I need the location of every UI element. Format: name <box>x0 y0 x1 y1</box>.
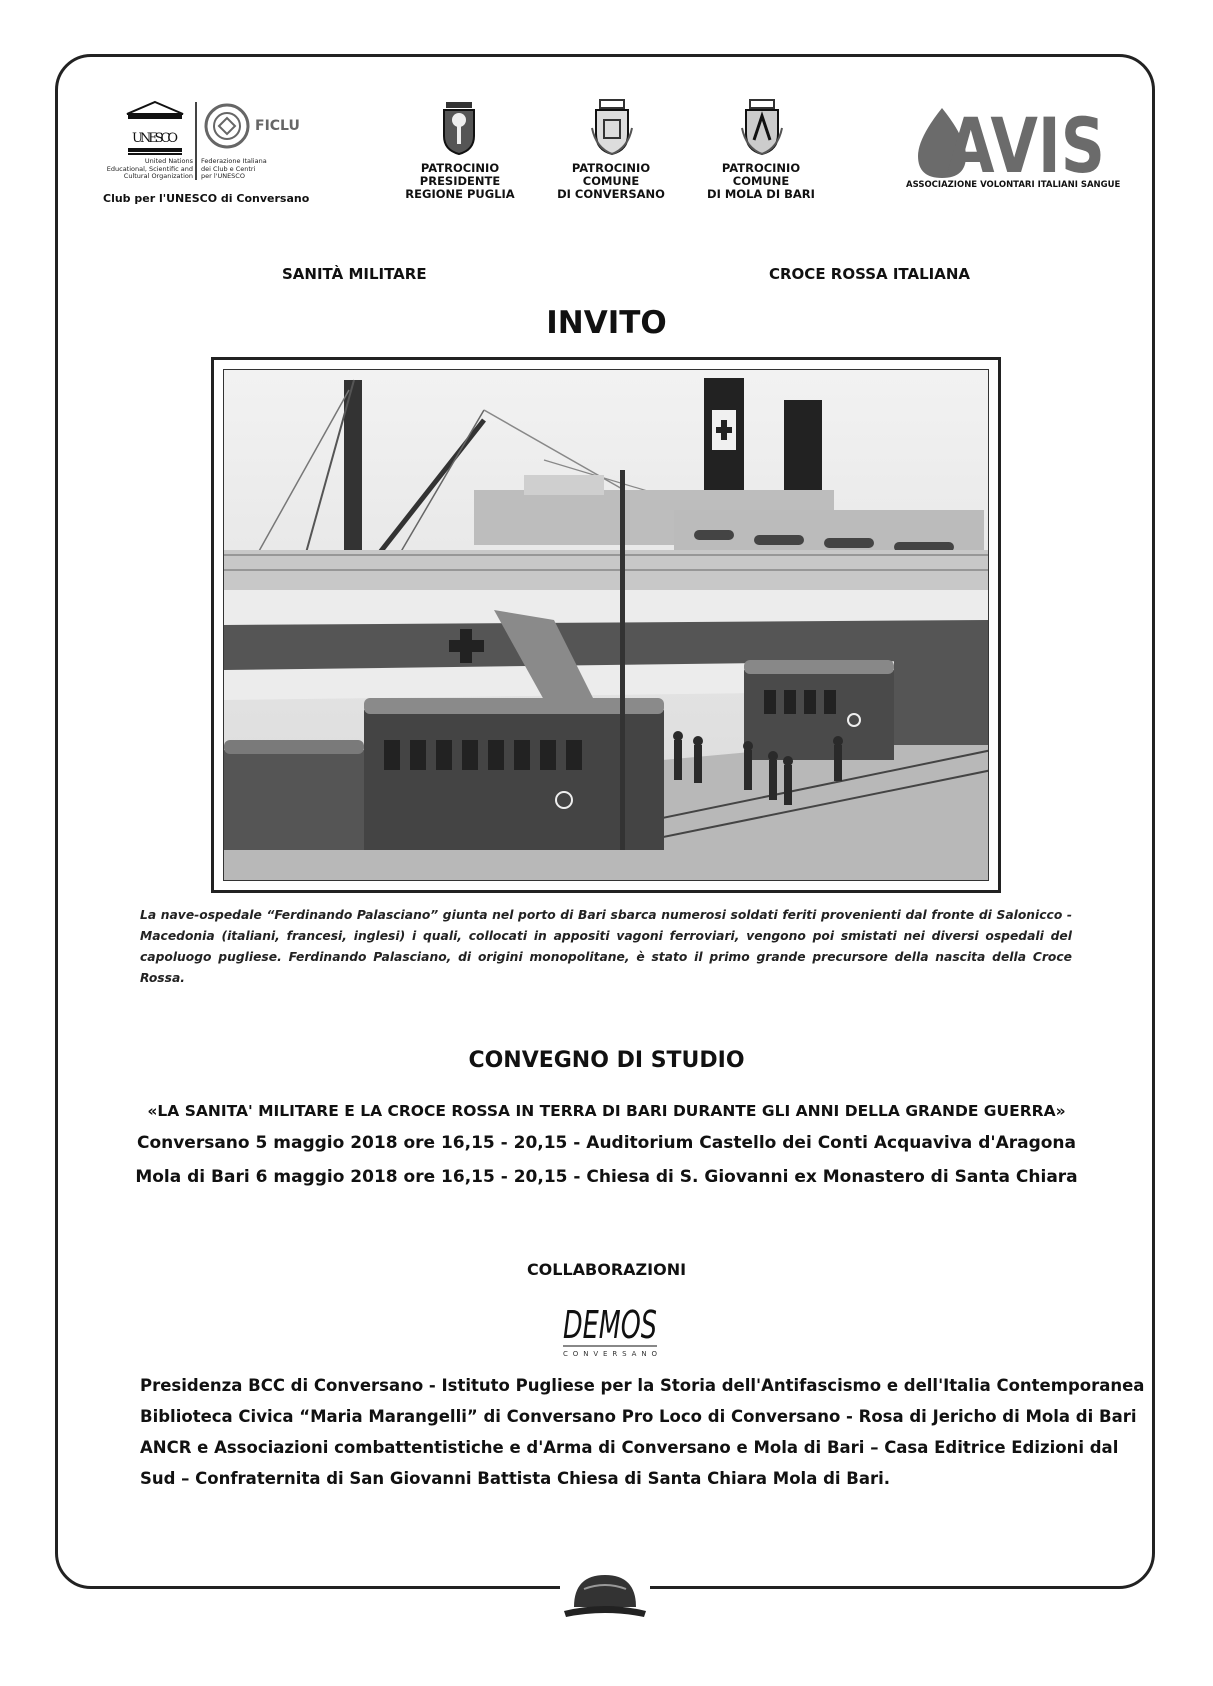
session-mola-di-bari: Mola di Bari 6 maggio 2018 ore 16,15 - 20,15 - Chiesa di S. Giovanni ex Monastero di Santa Chiara <box>135 1167 1078 1187</box>
helmet-icon <box>560 1567 650 1627</box>
collaborators-line: Presidenza BCC di Conversano - Istituto Pugliese per la Storia dell'Antifascismo e dell'Italia Contemporanea <box>140 1376 1145 1395</box>
club-name: Club per l'UNESCO di Conversano <box>103 192 310 205</box>
svg-text:AVIS: AVIS <box>947 102 1105 182</box>
conversano-crest-icon <box>590 98 634 156</box>
event-theme: «LA SANITA' MILITARE E LA CROCE ROSSA IN TERRA DI BARI DURANTE GLI ANNI DELLA GRANDE GUERRA» <box>147 1102 1066 1120</box>
helmet-emblem <box>560 1567 650 1627</box>
svg-text:UNESCO: UNESCO <box>132 131 178 146</box>
unesco-ficlu-logo-block <box>95 100 310 210</box>
ficlu-org-name: Federazione Italiana dei Club e Centri per l'UNESCO <box>201 157 267 180</box>
regione-puglia-crest-icon <box>440 100 478 156</box>
avis-logo <box>908 102 1113 182</box>
page-title: INVITO <box>546 305 667 341</box>
avis-subtitle: ASSOCIAZIONE VOLONTARI ITALIANI SANGUE <box>906 180 1121 190</box>
collaborators-line: Sud – Confraternita di San Giovanni Battista Chiesa di Santa Chiara Mola di Bari. <box>140 1469 891 1488</box>
unesco-temple-logo <box>125 100 185 156</box>
ficlu-label: FICLU <box>255 118 300 134</box>
svg-text:DEMOS: DEMOS <box>563 1303 657 1347</box>
svg-text:CONVERSANO: CONVERSANO <box>563 1350 657 1358</box>
collaborations-heading: COLLABORAZIONI <box>526 1260 687 1279</box>
org-croce-rossa: CROCE ROSSA ITALIANA <box>769 265 971 283</box>
collaborators-list <box>140 1370 1145 1494</box>
collaborators-line: Biblioteca Civica “Maria Marangelli” di Conversano Pro Loco di Conversano - Rosa di Jericho di Mola di Bari <box>140 1407 1137 1426</box>
session-conversano: Conversano 5 maggio 2018 ore 16,15 - 20,15 - Auditorium Castello dei Conti Acquaviva d'Aragona <box>136 1133 1077 1153</box>
demos-logo <box>545 1294 675 1358</box>
logo-divider <box>195 102 197 180</box>
patronage-comune-mola-di-bari: PATROCINIO COMUNE DI MOLA DI BARI <box>707 161 815 201</box>
mola-di-bari-crest-icon <box>740 98 784 156</box>
hospital-ship-photo <box>223 369 989 881</box>
ficlu-logo <box>203 102 251 150</box>
collaborators-line: ANCR e Associazioni combattentistiche e d'Arma di Conversano e Mola di Bari – Casa Editrice Edizioni dal <box>140 1438 1119 1457</box>
org-sanita-militare: SANITÀ MILITARE <box>282 265 427 283</box>
photo-frame <box>211 357 1001 893</box>
photo-caption: La nave-ospedale “Ferdinando Palasciano” giunta nel porto di Bari sbarca numerosi soldati feriti provenienti dal fronte di Salonicco - Macedonia (italiani, francesi, inglesi) i quali, collocati in appositi vagoni ferroviari, vengono poi smistati nei diversi ospedali del capoluogo pugliese. Ferdinando Palasciano, di origini monopolitane, è stato il primo grande precursore della nascita della Croce Rossa. <box>140 908 1072 985</box>
patronage-comune-conversano: PATROCINIO COMUNE DI CONVERSANO <box>557 161 665 201</box>
unesco-org-name: United Nations Educational, Scientific and Cultural Organization <box>106 157 193 180</box>
hospital-ship-illustration <box>224 370 989 881</box>
event-heading: CONVEGNO DI STUDIO <box>468 1048 745 1073</box>
patronage-regione-puglia: PATROCINIO PRESIDENTE REGIONE PUGLIA <box>405 161 515 201</box>
